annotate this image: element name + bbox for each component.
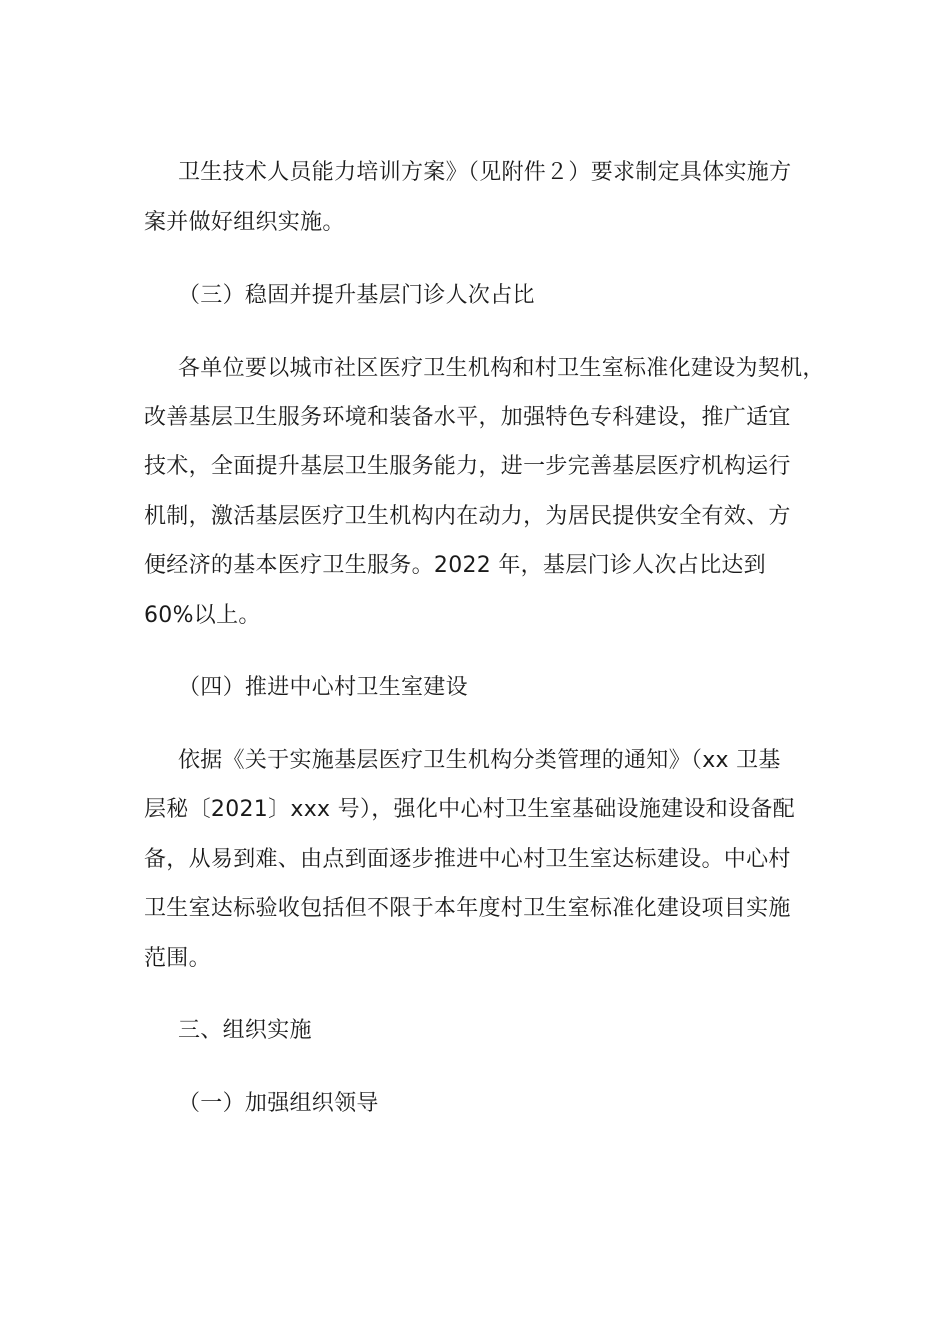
section-heading-3: 三、组织实施 bbox=[178, 1018, 312, 1043]
paragraph-3-line-4: 卫生室达标验收包括但不限于本年度村卫生室标准化建设项目实施 bbox=[144, 896, 791, 921]
paragraph-2-line-3: 技术，全面提升基层卫生服务能力，进一步完善基层医疗机构运行 bbox=[144, 454, 791, 479]
paragraph-1-line-1: 卫生技术人员能力培训方案》（见附件２）要求制定具体实施方 bbox=[178, 160, 792, 185]
subheading-3: （三）稳固并提升基层门诊人次占比 bbox=[178, 283, 535, 308]
paragraph-3-line-2: 层秘〔2021〕xxx 号），强化中心村卫生室基础设施建设和设备配 bbox=[144, 797, 795, 822]
paragraph-2-line-6: 60%以上。 bbox=[144, 603, 261, 628]
paragraph-1-line-2: 案并做好组织实施。 bbox=[144, 210, 345, 235]
subheading-4: （四）推进中心村卫生室建设 bbox=[178, 675, 468, 700]
paragraph-2-line-1: 各单位要以城市社区医疗卫生机构和村卫生室标准化建设为契机， bbox=[178, 356, 825, 381]
paragraph-2-line-5: 便经济的基本医疗卫生服务。2022 年，基层门诊人次占比达到 bbox=[144, 553, 766, 578]
paragraph-3-line-3: 备，从易到难、由点到面逐步推进中心村卫生室达标建设。中心村 bbox=[144, 847, 791, 872]
paragraph-3-line-5: 范围。 bbox=[144, 946, 211, 971]
paragraph-2-line-2: 改善基层卫生服务环境和装备水平，加强特色专科建设，推广适宜 bbox=[144, 405, 791, 430]
paragraph-3-line-1: 依据《关于实施基层医疗卫生机构分类管理的通知》（xx 卫基 bbox=[178, 748, 781, 773]
paragraph-2-line-4: 机制，激活基层医疗卫生机构内在动力，为居民提供安全有效、方 bbox=[144, 504, 791, 529]
subheading-1: （一）加强组织领导 bbox=[178, 1091, 379, 1116]
